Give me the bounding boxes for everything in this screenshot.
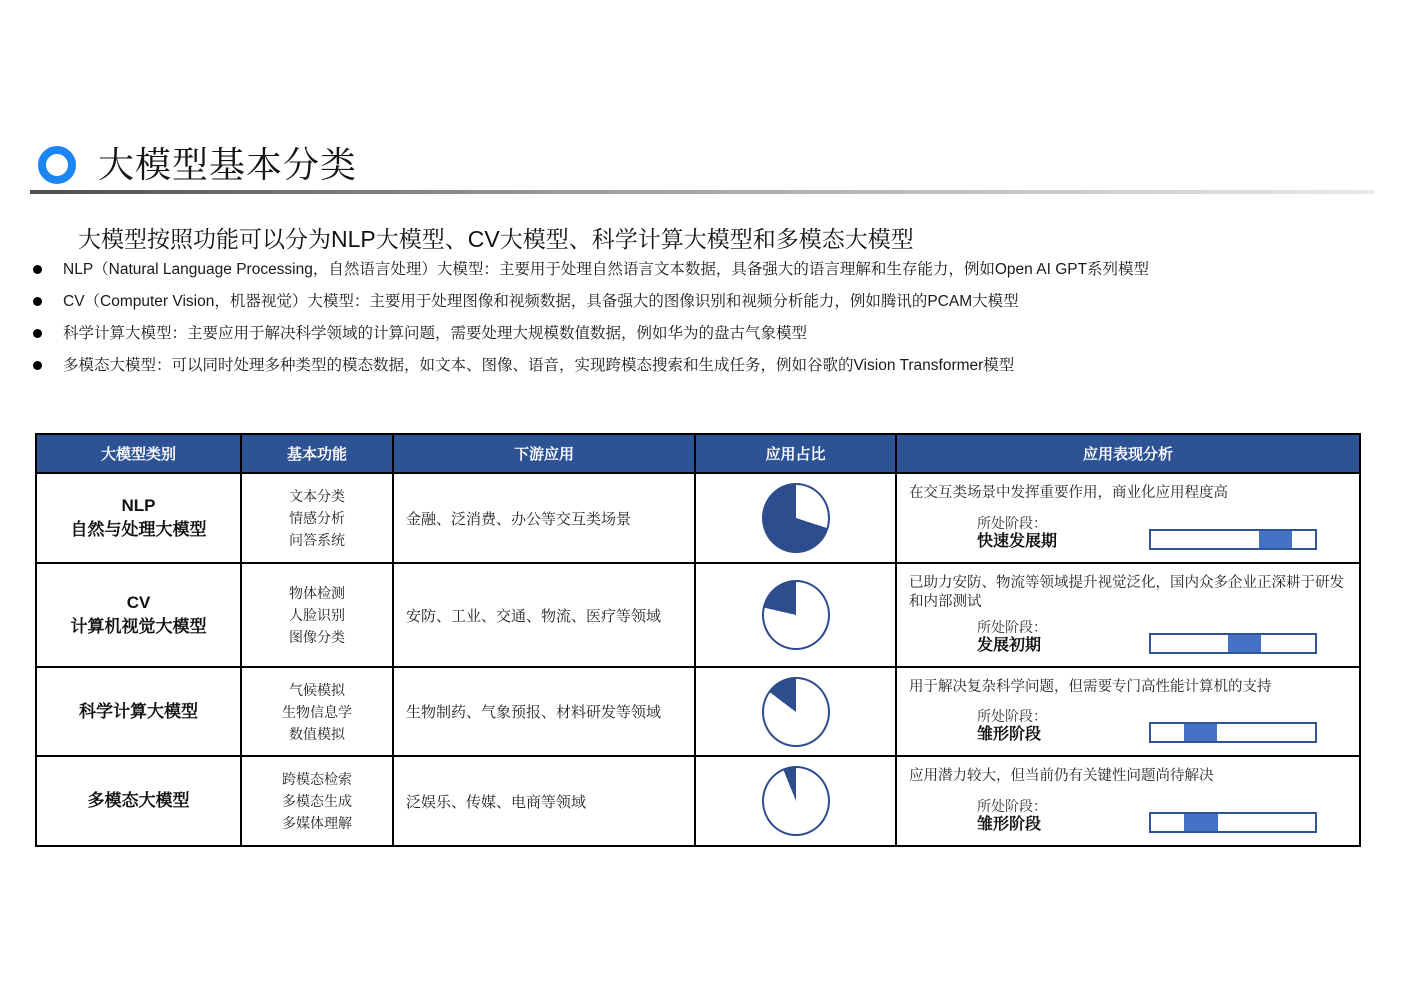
list-item xyxy=(30,260,1375,279)
share-cell xyxy=(696,564,897,666)
stage-label: 所处阶段： xyxy=(977,798,1047,814)
function-item: 气候模拟 xyxy=(289,681,345,698)
category-line: NLP xyxy=(121,496,156,515)
bullet-text: NLP（Natural Language Processing，自然语言处理）大模型：主要用于处理自然语言文本数据，具备强大的语言理解和生存能力，例如Open AI GPT系列模型 xyxy=(63,261,1150,278)
function-item: 情感分析 xyxy=(289,510,345,526)
functions-cell xyxy=(242,564,394,666)
function-item: 图像分类 xyxy=(289,629,345,645)
bullet-dot-icon xyxy=(33,361,42,370)
analysis-cell xyxy=(897,668,1359,755)
bullet-text: CV（Computer Vision，机器视觉）大模型：主要用于处理图像和视频数据，具备强大的图像识别和视频分析能力，例如腾讯的PCAM大模型 xyxy=(63,293,1019,310)
share-cell xyxy=(696,757,897,845)
applications-cell: 安防、工业、交通、物流、医疗等领域 xyxy=(394,564,696,666)
function-item: 人脸识别 xyxy=(289,607,345,623)
stage-bar xyxy=(1149,812,1317,833)
bullet-list xyxy=(30,260,1375,388)
bullet-dot-icon xyxy=(33,265,42,274)
table-row xyxy=(37,755,1359,845)
category-line: 计算机视觉大模型 xyxy=(70,617,207,636)
stage-bar-block xyxy=(1184,724,1217,741)
function-item: 文本分类 xyxy=(289,488,345,504)
list-item xyxy=(30,292,1375,311)
stage-block xyxy=(977,515,1057,552)
table-header-row xyxy=(37,435,1359,472)
functions-cell xyxy=(242,474,394,562)
table-row xyxy=(37,666,1359,755)
pie-chart xyxy=(762,483,830,553)
function-item: 问答系统 xyxy=(289,532,345,548)
pie-chart xyxy=(762,766,830,836)
category-line: 多模态大模型 xyxy=(87,791,190,810)
stage-label: 所处阶段： xyxy=(977,619,1047,635)
function-item: 多模态生成 xyxy=(282,793,352,809)
stage-bar xyxy=(1149,529,1317,550)
stage-block xyxy=(977,619,1047,656)
category-cell xyxy=(37,668,242,755)
functions-cell xyxy=(242,668,394,755)
stage-bar xyxy=(1149,633,1317,654)
stage-name: 雏形阶段 xyxy=(977,726,1042,743)
stage-bar-block xyxy=(1259,531,1292,548)
table-row xyxy=(37,562,1359,666)
category-cell xyxy=(37,474,242,562)
page-title: 大模型基本分类 xyxy=(98,144,358,185)
stage-row xyxy=(909,798,1347,837)
bullet-dot-icon xyxy=(33,329,42,338)
function-item: 数值模拟 xyxy=(289,725,345,742)
header-functions: 基本功能 xyxy=(242,435,394,472)
ring-bullet-icon xyxy=(38,146,76,184)
stage-name: 发展初期 xyxy=(977,637,1042,654)
bullet-dot-icon xyxy=(33,297,42,306)
function-item: 多媒体理解 xyxy=(282,815,352,831)
analysis-cell xyxy=(897,474,1359,562)
subtitle: 大模型按照功能可以分为NLP大模型、CV大模型、科学计算大模型和多模态大模型 xyxy=(78,226,914,252)
stage-bar-block xyxy=(1228,635,1261,652)
category-cell xyxy=(37,564,242,666)
analysis-text: 在交互类场景中发挥重要作用，商业化应用程度高 xyxy=(909,485,1228,501)
share-cell xyxy=(696,474,897,562)
analysis-cell xyxy=(897,564,1359,666)
stage-name: 快速发展期 xyxy=(977,533,1058,550)
category-line: 自然与处理大模型 xyxy=(70,520,207,539)
title-block xyxy=(38,143,357,187)
stage-bar-block xyxy=(1184,814,1218,831)
model-classification-table xyxy=(35,433,1361,847)
analysis-cell xyxy=(897,757,1359,845)
stage-name: 雏形阶段 xyxy=(977,816,1042,833)
category-line: 科学计算大模型 xyxy=(79,701,198,721)
category-cell xyxy=(37,757,242,845)
stage-label: 所处阶段： xyxy=(977,708,1047,724)
header-share: 应用占比 xyxy=(696,435,897,472)
bullet-text: 科学计算大模型：主要应用于解决科学领域的计算问题，需要处理大规模数值数据，例如华为的盘古气象模型 xyxy=(63,325,808,342)
applications-cell: 金融、泛消费、办公等交互类场景 xyxy=(394,474,696,562)
analysis-text: 已助力安防、物流等领域提升视觉泛化，国内众多企业正深耕于研发和内部测试 xyxy=(909,575,1344,610)
pie-chart xyxy=(762,677,830,747)
title-divider xyxy=(30,190,1375,194)
analysis-text: 用于解决复杂科学问题，但需要专门高性能计算机的支持 xyxy=(909,679,1272,695)
category-line: CV xyxy=(126,593,151,612)
header-applications: 下游应用 xyxy=(394,435,696,472)
analysis-text: 应用潜力较大，但当前仍有关键性问题尚待解决 xyxy=(909,768,1214,784)
stage-row xyxy=(909,708,1347,747)
pie-chart xyxy=(762,580,830,650)
header-category: 大模型类别 xyxy=(37,435,242,472)
stage-block xyxy=(977,708,1047,745)
function-item: 生物信息学 xyxy=(282,703,352,720)
stage-row xyxy=(909,515,1347,554)
stage-bar xyxy=(1149,722,1317,743)
applications-cell: 生物制药、气象预报、材料研发等领域 xyxy=(394,668,696,755)
list-item xyxy=(30,356,1375,375)
functions-cell xyxy=(242,757,394,845)
function-item: 物体检测 xyxy=(289,585,345,601)
stage-label: 所处阶段： xyxy=(977,515,1047,531)
stage-block xyxy=(977,798,1047,835)
bullet-text: 多模态大模型：可以同时处理多种类型的模态数据，如文本、图像、语音，实现跨模态搜索和生成任务，例如谷歌的Vision Transformer模型 xyxy=(63,357,1015,374)
function-item: 跨模态检索 xyxy=(282,771,352,787)
header-analysis: 应用表现分析 xyxy=(1082,446,1173,463)
stage-row xyxy=(909,619,1347,658)
table-row xyxy=(37,472,1359,562)
applications-cell: 泛娱乐、传媒、电商等领域 xyxy=(394,757,696,845)
share-cell xyxy=(696,668,897,755)
list-item xyxy=(30,324,1375,343)
